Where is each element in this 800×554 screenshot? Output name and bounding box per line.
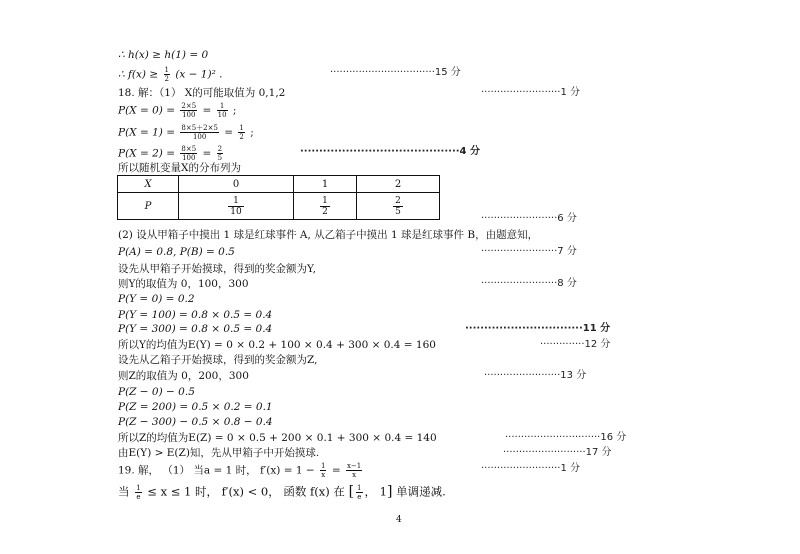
prob-x2: P(X = 2) = $\frac{8\times 5}{100}$ = $\frac{2}{5}$	[118, 145, 223, 162]
y-def: 设先从甲箱子开始摸球，得到的奖金额为Y,	[118, 263, 316, 275]
score-1b: ·························1 分	[481, 463, 581, 474]
prob-z0: P(Z − 0) − 0.5	[118, 386, 195, 398]
page-number: 4	[396, 515, 402, 525]
score-12: ··············12 分	[540, 339, 611, 350]
prob-z300: P(Z − 300) − 0.5 × 0.8 − 0.4	[118, 416, 273, 428]
inequality-h: ∴ h(x) ≥ h(1) = 0	[118, 49, 209, 61]
table-cell: $\frac{1}{2}$	[294, 193, 357, 220]
prob-y300: P(Y = 300) = 0.8 × 0.5 = 0.4	[118, 323, 273, 335]
score-6: ························6 分	[481, 213, 577, 224]
table-cell: $\frac{1}{10}$	[179, 193, 294, 220]
distribution-intro: 所以随机变量X的分布列为	[118, 162, 241, 174]
score-17: ··························17 分	[503, 447, 612, 458]
prob-z200: P(Z = 200) = 0.5 × 0.2 = 0.1	[118, 401, 273, 413]
table-cell: 2	[357, 176, 440, 193]
monotonic-statement: 当 $\frac{1}{e}$ ≤ x ≤ 1 时， f′(x) < 0， 函数 f(x) 在 [ $\frac{1}{e}$ ， 1] 单调递减.	[118, 483, 446, 501]
ez-value: 所以Z的均值为E(Z) = 0 × 0.5 + 200 × 0.1 + 300 × 0.4 = 140	[118, 432, 437, 444]
score-1: ·························1 分	[481, 87, 581, 98]
score-8: ························8 分	[481, 278, 577, 289]
prob-x1: P(X = 1) = $\frac{8\times 5+2\times 5}{100}$ = $\frac{1}{2}$ ;	[118, 124, 254, 141]
inequality-f: ∴ f(x) ≥ $\frac{1}{2}$ (x − 1)² .	[118, 66, 223, 83]
z-values: 则Z的取值为 0，200，300	[118, 370, 249, 382]
conclusion: 由E(Y) > E(Z)知，先从甲箱子中开始摸球.	[118, 447, 320, 459]
table-cell: 0	[179, 176, 294, 193]
prob-y100: P(Y = 100) = 0.8 × 0.5 = 0.4	[118, 309, 273, 321]
prob-y0: P(Y = 0) = 0.2	[118, 293, 195, 305]
table-cell: $\frac{2}{5}$	[357, 193, 440, 220]
prob-x0: P(X = 0) = $\frac{2\times 5}{100}$ = $\frac{1}{10}$ ;	[118, 102, 237, 119]
fraction-half: $\frac{1}{2}$	[164, 66, 169, 83]
score-7: ························7 分	[481, 246, 577, 257]
score-15: ·································15 分	[330, 67, 461, 78]
table-cell: 1	[294, 176, 357, 193]
y-values: 则Y的取值为 0，100，300	[118, 278, 249, 290]
ey-value: 所以Y的均值为E(Y) = 0 × 0.2 + 100 × 0.4 + 300 × 0.4 = 160	[118, 339, 436, 351]
table-header-x: X	[118, 176, 179, 193]
score-4: ··········································4 分	[300, 146, 480, 157]
distribution-table	[117, 175, 440, 220]
q19-heading: 19. 解， （1） 当a = 1 时， f′(x) = 1 − $\frac{1}{x}$ = $\frac{x-1}{x}$	[118, 462, 362, 479]
score-13: ························13 分	[484, 370, 587, 381]
score-16: ······························16 分	[505, 432, 627, 443]
part2-intro: (2) 设从甲箱子中摸出 1 球是红球事件 A, 从乙箱子中摸出 1 球是红球事件 B，由题意知，	[118, 229, 539, 241]
q18-heading: 18. 解：（1） X的可能取值为 0,1,2	[118, 87, 286, 99]
z-def: 设先从乙箱子开始摸球，得到的奖金额为Z,	[118, 354, 318, 366]
score-11: ·······························11 分	[465, 323, 611, 334]
prob-a-b: P(A) = 0.8, P(B) = 0.5	[118, 246, 235, 258]
table-header-p: P	[118, 193, 179, 220]
